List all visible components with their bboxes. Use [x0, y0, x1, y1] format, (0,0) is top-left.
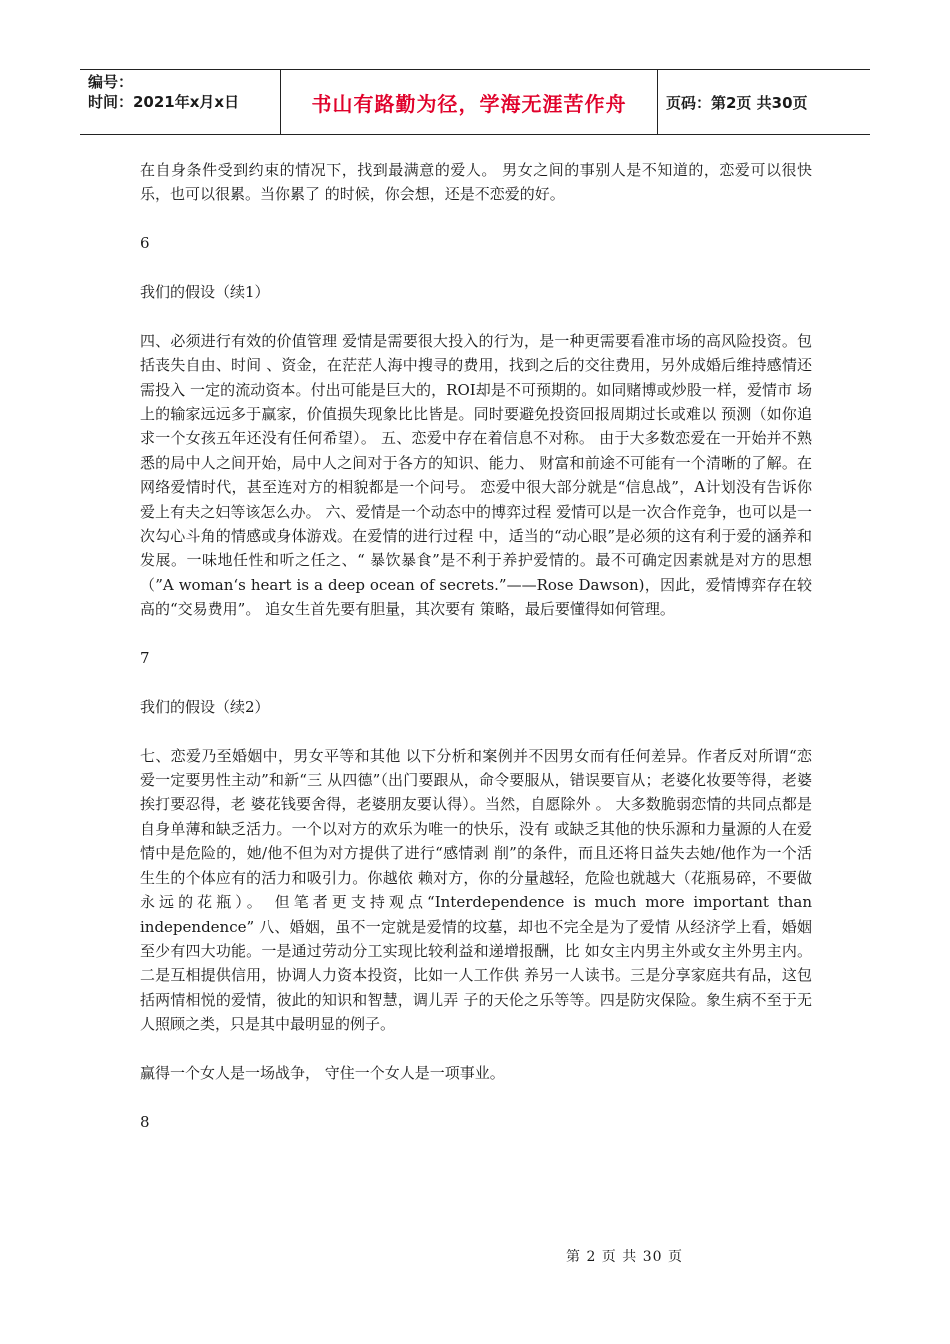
slide-number: 7: [140, 649, 150, 668]
page-footer: 第 2 页 共 30 页: [566, 1249, 683, 1265]
header-motto: 书山有路勤为径，学海无涯苦作舟: [281, 70, 658, 134]
section-heading: 我们的假设（续2）: [140, 697, 270, 716]
paragraph: 在自身条件受到约束的情况下，找到最满意的爱人。 男女之间的事别人是不知道的，恋爱可以很快乐，也可以很累。当你累了 的时候，你会想，还是不恋爱的好。: [140, 161, 812, 204]
section-heading: 我们的假设（续1）: [140, 283, 270, 301]
slide-number: 8: [140, 1112, 150, 1131]
paragraph: 赢得一个女人是一场战争， 守住一个女人是一项事业。: [140, 1063, 505, 1082]
time-label: 时间：2021年x月x日: [88, 93, 240, 111]
document-body: [140, 158, 812, 1134]
paragraph: 七、恋爱乃至婚姻中，男女平等和其他 以下分析和案例并不因男女而有任何差异。作者反对所谓“恋爱一定要男性主动”和新“三 从四德”（出门要跟从，命令要服从，错误要盲从；老婆化妆要等得，老婆挨打要忍得，老 婆花钱要舍得，老婆朋友要认得）。当然，自愿除外 。 大多数脆弱恋情的共同点都是自身单薄和缺乏活力。一个以对方的欢乐为唯一的快乐，没有 或缺乏其他的快乐源和力量源的人在爱情中是危险的，她/他不但为对方提供了进行“感情剥 削”的条件，而且还将日益失去她/他作为一个活生生的个体应有的活力和吸引力。你越依 赖对方，你的分量越轻，危险也就越大（花瓶易碎，不要做永远的花瓶）。 但笔者更支持观点“Interdependence is much more important than independence” 八、婚姻，虽不一定就是爱情的坟墓，却也不完全是为了爱情 从经济学上看，婚姻至少有四大功能。一是通过劳动分工实现比较利益和递增报酬，比 如女主内男主外或女主外男主内。二是互相提供信用，协调人力资本投资，比如一人工作供 养另一人读书。三是分享家庭共有品，这包括两情相悦的爱情，彼此的知识和智慧，调儿弄 子的天伦之乐等等。四是防灾保险。象生病不至于无人照顾之类，只是其中最明显的例子。: [140, 746, 812, 1034]
number-label: 编号：: [88, 73, 134, 91]
header-page-info: 页码：第2页 共30页: [666, 93, 808, 112]
header-meta: [80, 70, 281, 134]
paragraph: 四、必须进行有效的价值管理 爱情是需要很大投入的行为，是一种更需要看准市场的高风险投资。包括丧失自由、时间 、资金，在茫茫人海中搜寻的费用，找到之后的交往费用，另外成婚后维持感情还需投入 一定的流动资本。付出可能是巨大的，ROI却是不可预期的。如同赌博或炒股一样，爱情市 场上的输家远远多于赢家，价值损失现象比比皆是。同时要避免投资回报周期过长或难以 预测（如你追求一个女孩五年还没有任何希望）。 五、恋爱中存在着信息不对称。 由于大多数恋爱在一开始并不熟悉的局中人之间开始，局中人之间对于各方的知识、能力、 财富和前途不可能有一个清晰的了解。在网络爱情时代，甚至连对方的相貌都是一个问号。 恋爱中很大部分就是“信息战”，A计划没有告诉你爱上有夫之妇等该怎么办。 六、爱情是一个动态中的博弈过程 爱情可以是一次合作竞争，也可以是一次勾心斗角的情感或身体游戏。在爱情的进行过程 中，适当的“动心眼”是必须的这有利于爱的涵养和发展。一味地任性和听之任之、“ 暴饮暴食”是不利于养护爱情的。最不可确定因素就是对方的思想（”A woman‘s heart is a deep ocean of secrets.”——Rose Dawson)，因此，爱情博弈存在较高的“交易费用”。 追女生首先要有胆量，其次要有 策略，最后要懂得如何管理。: [140, 331, 812, 619]
slide-number: 6: [140, 234, 150, 253]
document-header: [80, 69, 870, 135]
